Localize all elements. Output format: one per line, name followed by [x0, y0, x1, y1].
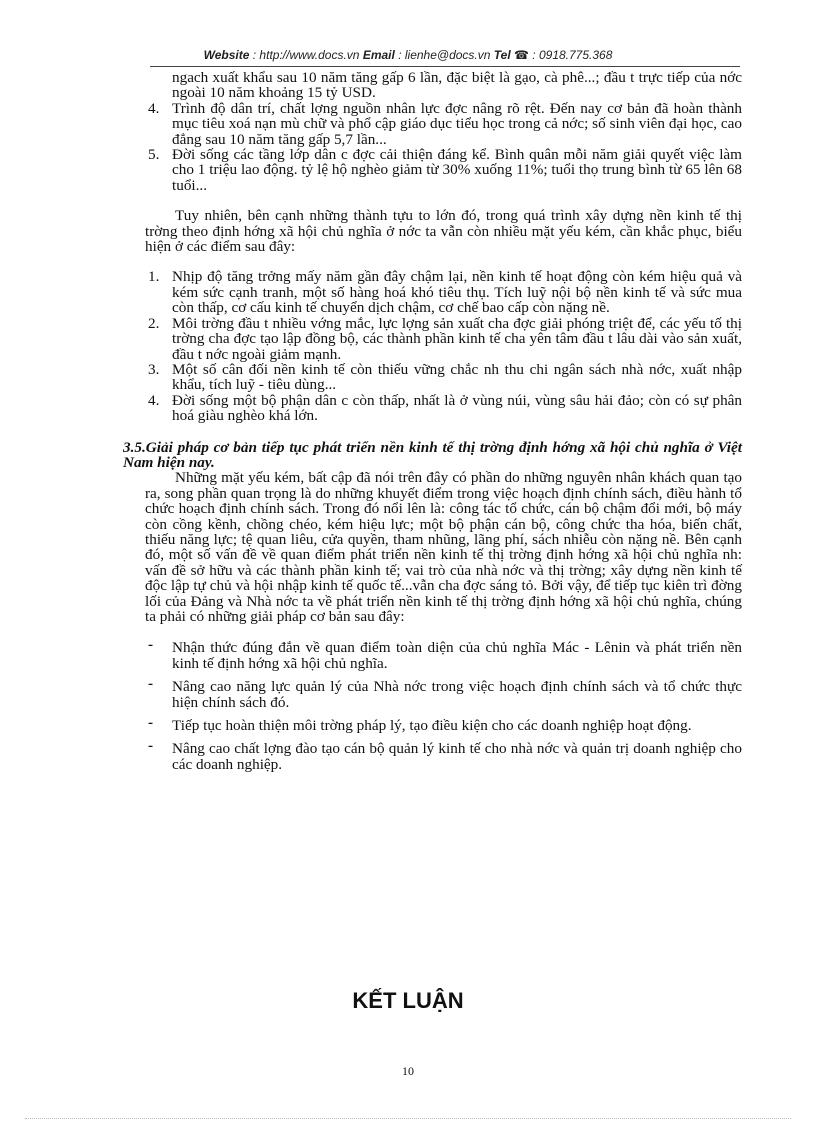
footer-divider	[25, 1118, 791, 1119]
header-divider	[150, 66, 740, 67]
list-text: Đời sống các tầng lớp dân c đợc cải thiện đáng kể. Bình quân mỗi năm giải quyết việc làm cho 1 triệu lao động. tỷ lệ hộ nghèo giảm từ 30% xuống 11%; tuổi thọ trung bình từ 65 lên 68 tuổi...	[172, 146, 742, 194]
dash-bullet: -	[148, 636, 154, 654]
dash-bullet: -	[148, 737, 154, 755]
list-number: 4.	[148, 99, 160, 117]
website-label: Website	[203, 48, 250, 62]
email-address[interactable]: : lienhe@docs.vn	[398, 48, 491, 62]
section-heading: 3.5.Giải pháp cơ bản tiếp tục phát triển nền kinh tế thị trờng định hớng xã hội chủ nghĩa ở Việt Nam hiện nay.	[123, 438, 742, 471]
list-text: Nhận thức đúng đắn về quan điểm toàn diện của chủ nghĩa Mác - Lênin và phát triển nền kinh tế định hớng xã hội chủ nghĩa.	[172, 639, 742, 672]
list-item	[145, 714, 742, 735]
list-number: 2.	[148, 314, 160, 332]
list-item	[145, 636, 742, 672]
list-text: Một số cân đối nền kinh tế còn thiếu vững chắc nh thu chi ngân sách nhà nớc, xuất nhập khẩu, tích luỹ - tiêu dùng...	[172, 360, 742, 394]
conclusion-title: KẾT LUẬN	[352, 988, 464, 1013]
list-item	[145, 675, 742, 711]
list-item	[145, 269, 742, 315]
tel-label: Tel ☎	[493, 48, 529, 62]
weaknesses-list	[145, 269, 742, 423]
list-text: Nâng cao chất lợng đào tạo cán bộ quản lý kinh tế cho nhà nớc và quản trị doanh nghiệp cho các doanh nghiệp.	[172, 740, 742, 773]
list-text: Đời sống một bộ phận dân c còn thấp, nhất là ở vùng núi, vùng sâu hải đảo; còn có sự phân hoá giàu nghèo khá lớn.	[172, 391, 742, 425]
solutions-list	[145, 636, 742, 773]
section-paragraph: Những mặt yếu kém, bất cập đã nói trên đây có phần do những nguyên nhân khách quan tạo ra, song phần quan trọng là do những khuyết điểm trong việc hoạch định chính sách, điều hành tổ chức hoạch định chính sách. Trong đó nổi lên là: công tác tổ chức, cán bộ chậm đổi mới, bộ máy còn cồng kềnh, chồng chéo, kém hiệu lực; một bộ phận cán bộ, công chức tha hóa, biến chất, thiếu năng lực; tệ quan liêu, cửa quyền, tham nhũng, lãng phí, sách nhiễu còn nặng nề. Bên cạnh đó, một số vấn đề về quan điểm phát triển nền kinh tế thị trờng định hớng xã hội chủ nghĩa nh: vấn đề sở hữu và các thành phần kinh tế; vai trò của nhà nớc và thị trờng; xây dựng nền kinh tế độc lập tự chủ và hội nhập kinh tế quốc tế...vẫn cha đợc sáng tỏ. Bởi vậy, để tiếp tục kiên trì đờng lối của Đảng và Nhà nớc ta về phát triển nền kinh tế thị trờng định hớng xã hội chủ nghĩa, chúng ta phải có những giải pháp cơ bản sau đây:	[145, 469, 742, 625]
list-item	[145, 393, 742, 424]
email-label: Email	[362, 48, 395, 62]
list-number: 1.	[148, 268, 160, 286]
page-number: 10	[402, 1064, 414, 1078]
list-text: Nhịp độ tăng trởng mấy năm gần đây chậm lại, nền kinh tế hoạt động còn kém hiệu quả và kém sức cạnh tranh, một số hàng hoá khó tiêu thụ. Tích luỹ nội bộ nền kinh tế và sức mua còn thấp, cơ cấu kinh tế chuyển dịch chậm, cơ chế bao cấp còn nặng nề.	[172, 268, 742, 317]
website-url[interactable]: : http://www.docs.vn	[252, 48, 360, 62]
list-number: 4.	[148, 391, 160, 409]
tel-number: : 0918.775.368	[532, 48, 613, 62]
intro-paragraph: ngach xuất khẩu sau 10 năm tăng gấp 6 lần, đặc biệt là gạo, cà phê...; đầu t trực tiếp của nớc ngoài 10 năm khoảng 15 tỷ USD.	[172, 69, 742, 102]
list-text: Trình độ dân trí, chất lợng nguồn nhân lực đợc nâng rõ rệt. Đến nay cơ bản đã hoàn thành mục tiêu xoá nạn mù chữ và phổ cập giáo dục tiểu học trong cả nớc; số sinh viên đại học, cao đẳng sau 10 năm tăng gấp 5,7 lần...	[172, 99, 742, 148]
achievements-list	[145, 101, 742, 193]
list-item	[145, 316, 742, 362]
list-item	[145, 362, 742, 393]
list-text: Nâng cao năng lực quản lý của Nhà nớc trong việc hoạch định chính sách và tổ chức thực hiện chính sách đó.	[172, 678, 742, 711]
list-number: 3.	[148, 360, 160, 378]
list-item	[145, 737, 742, 773]
list-item	[145, 101, 742, 147]
page-header	[0, 48, 816, 62]
list-text: Tiếp tục hoàn thiện môi trờng pháp lý, tạo điều kiện cho các doanh nghiệp hoạt động.	[172, 717, 692, 735]
list-number: 5.	[148, 146, 160, 164]
document-body	[123, 69, 742, 773]
dash-bullet: -	[148, 714, 154, 732]
list-text: Môi trờng đầu t nhiều vớng mắc, lực lợng sản xuất cha đợc giải phóng triệt để, các yếu tố thị trờng cha đợc tạo lập đồng bộ, các thành phần kinh tế cha yên tâm đầu t lâu dài vào sản xuất, đầu t nớc ngoài giảm mạnh.	[172, 314, 742, 363]
weakness-intro-paragraph: Tuy nhiên, bên cạnh những thành tựu to lớn đó, trong quá trình xây dựng nền kinh tế thị trờng theo định hớng xã hội chủ nghĩa ở nớc ta vẫn còn nhiều mặt yếu kém, cần khắc phục, biểu hiện ở các điểm sau đây:	[145, 207, 742, 256]
list-item	[145, 147, 742, 193]
dash-bullet: -	[148, 675, 154, 693]
